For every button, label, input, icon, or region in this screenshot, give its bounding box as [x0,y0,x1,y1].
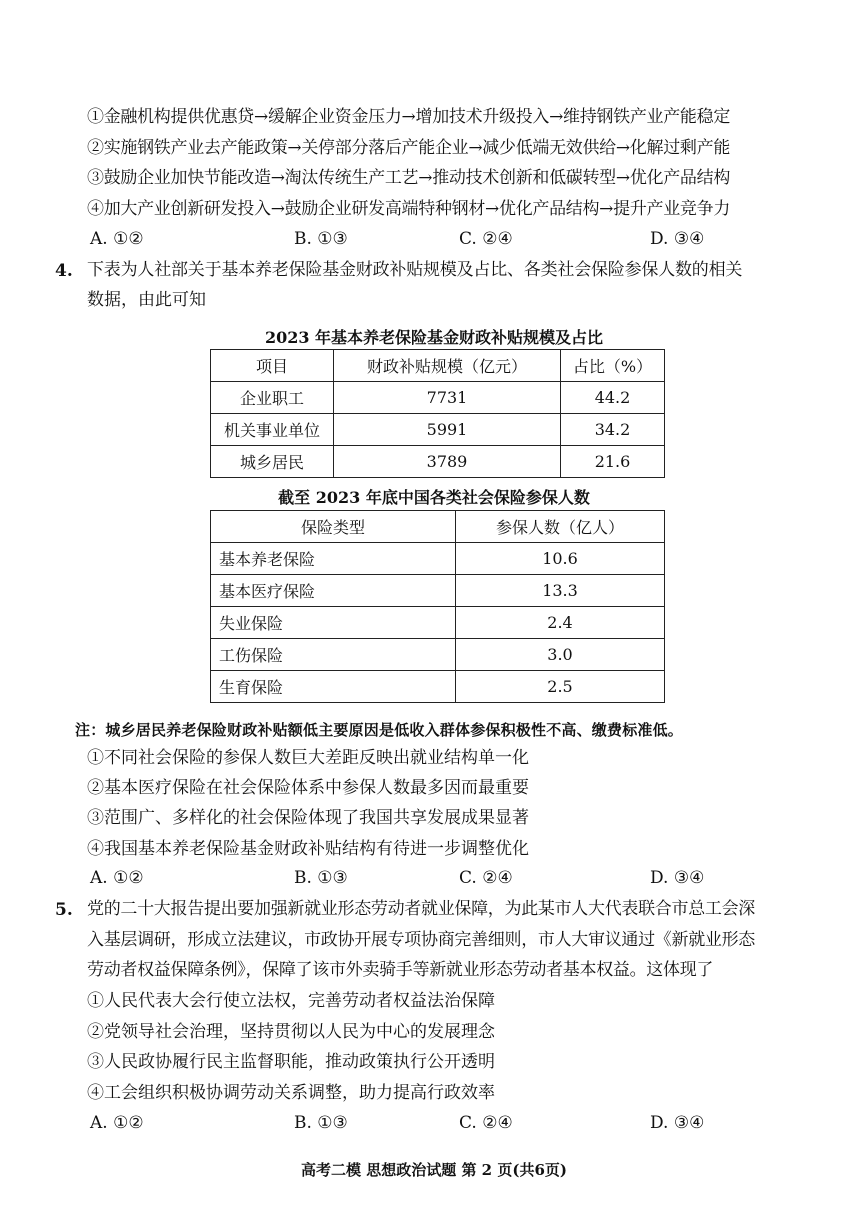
table-note: 注：城乡居民养老保险财政补贴额低主要原因是低收入群体参保积极性不高、缴费标准低。 [75,721,684,739]
q4-option-d[interactable]: D. ③④ [650,868,705,888]
q5-option-d[interactable]: D. ③④ [650,1113,705,1133]
q3-option-c[interactable]: C. ②④ [459,229,513,249]
table-cell: 7731 [334,382,561,414]
table-cell: 3.0 [456,639,665,671]
table-cell: 城乡居民 [211,446,334,478]
table-cell: 5991 [334,414,561,446]
insured-table [210,510,665,703]
table-row [211,382,665,414]
table-row [211,575,665,607]
q5-number: 5. [55,900,73,920]
table-row [211,607,665,639]
table-cell: 44.2 [561,382,665,414]
table-cell: 13.3 [456,575,665,607]
table-cell: 2.5 [456,671,665,703]
table-row [211,414,665,446]
q4-stem-line-1: 下表为人社部关于基本养老保险基金财政补贴规模及占比、各类社会保险参保人数的相关 [87,260,743,280]
q5-statement-4: ④工会组织积极协调劳动关系调整，助力提高行政效率 [87,1083,495,1103]
table-cell: 工伤保险 [211,639,456,671]
q5-option-a[interactable]: A. ①② [90,1113,144,1133]
table-cell: 机关事业单位 [211,414,334,446]
table2-caption: 截至 2023 年底中国各类社会保险参保人数 [278,488,590,507]
page-footer: 高考二模 思想政治试题 第 2 页(共6页) [301,1161,567,1179]
q5-stem-line-3: 劳动者权益保障条例》，保障了该市外卖骑手等新就业形态劳动者基本权益。这体现了 [87,960,714,980]
table-header-cell: 参保人数（亿人） [456,511,665,543]
table-cell: 10.6 [456,543,665,575]
q5-option-b[interactable]: B. ①③ [294,1113,348,1133]
q3-statement-2: ②实施钢铁产业去产能政策→关停部分落后产能企业→减少低端无效供给→化解过剩产能 [87,138,731,158]
subsidy-table [210,349,665,478]
table-cell: 企业职工 [211,382,334,414]
q3-statement-3: ③鼓励企业加快节能改造→淘汰传统生产工艺→推动技术创新和低碳转型→优化产品结构 [87,168,731,188]
q4-statement-3: ③范围广、多样化的社会保险体现了我国共享发展成果显著 [87,808,529,828]
q3-option-b[interactable]: B. ①③ [294,229,348,249]
q3-statement-4: ④加大产业创新研发投入→鼓励企业研发高端特种钢材→优化产品结构→提升产业竞争力 [87,199,731,219]
q5-statement-1: ①人民代表大会行使立法权，完善劳动者权益法治保障 [87,991,495,1011]
q4-option-c[interactable]: C. ②④ [459,868,513,888]
q5-statement-2: ②党领导社会治理，坚持贯彻以人民为中心的发展理念 [87,1022,495,1042]
table-header-cell: 保险类型 [211,511,456,543]
table-header-cell: 财政补贴规模（亿元） [334,350,561,382]
q4-number: 4. [55,261,73,281]
q4-statement-2: ②基本医疗保险在社会保险体系中参保人数最多因而最重要 [87,778,529,798]
table-cell: 生育保险 [211,671,456,703]
table-cell: 失业保险 [211,607,456,639]
table-header-row [211,350,665,382]
q4-option-a[interactable]: A. ①② [90,868,144,888]
table-header-row [211,511,665,543]
table-row [211,639,665,671]
q4-option-b[interactable]: B. ①③ [294,868,348,888]
q5-statement-3: ③人民政协履行民主监督职能，推动政策执行公开透明 [87,1052,495,1072]
table-row [211,671,665,703]
q3-statement-1: ①金融机构提供优惠贷→缓解企业资金压力→增加技术升级投入→维持钢铁产业产能稳定 [87,107,731,127]
table-cell: 2.4 [456,607,665,639]
table-row [211,446,665,478]
table-header-cell: 项目 [211,350,334,382]
q4-stem-line-2: 数据，由此可知 [87,290,206,310]
q4-statement-1: ①不同社会保险的参保人数巨大差距反映出就业结构单一化 [87,748,529,768]
table1-caption: 2023 年基本养老保险基金财政补贴规模及占比 [264,328,604,347]
q5-option-c[interactable]: C. ②④ [459,1113,513,1133]
q4-statement-4: ④我国基本养老保险基金财政补贴结构有待进一步调整优化 [87,839,529,859]
table-cell: 34.2 [561,414,665,446]
table-header-cell: 占比（%） [561,350,665,382]
q3-option-a[interactable]: A. ①② [90,229,144,249]
q5-stem-line-1: 党的二十大报告提出要加强新就业形态劳动者就业保障，为此某市人大代表联合市总工会深 [87,899,755,919]
table-row [211,543,665,575]
table-cell: 基本养老保险 [211,543,456,575]
q5-stem-line-2: 入基层调研，形成立法建议，市政协开展专项协商完善细则，市人大审议通过《新就业形态 [87,930,755,950]
table-cell: 3789 [334,446,561,478]
table-cell: 基本医疗保险 [211,575,456,607]
q3-option-d[interactable]: D. ③④ [650,229,705,249]
table-cell: 21.6 [561,446,665,478]
